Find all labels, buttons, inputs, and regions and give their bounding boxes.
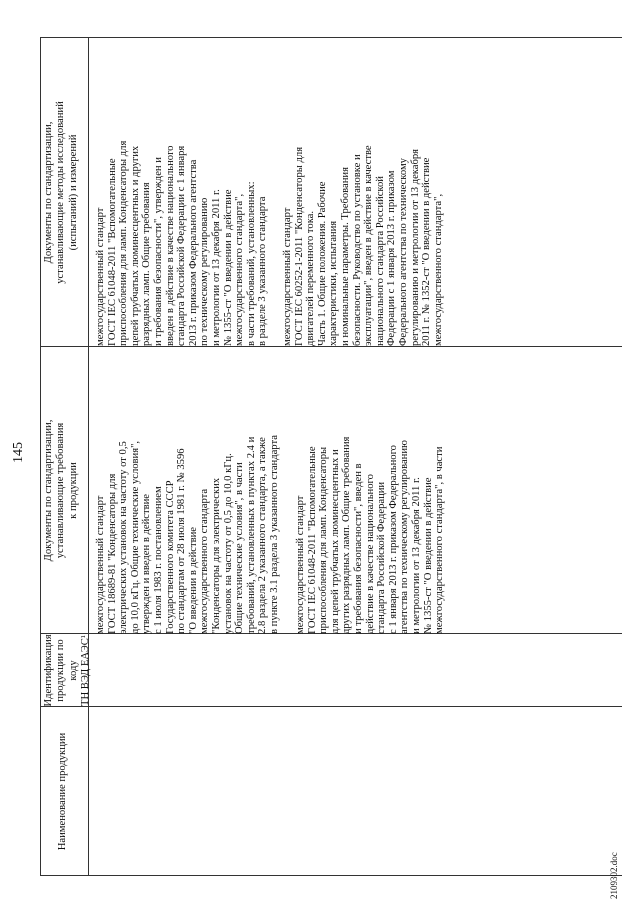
text-line: цепей трубчатых люминесцентных и других	[129, 145, 141, 346]
text-line: межгосударственного стандарта	[199, 488, 211, 634]
text-line: 2011 г. № 1352-ст "О введении в действие	[421, 157, 433, 346]
text-line: № 1355-ст "О введении в действие	[222, 189, 234, 346]
header-row-divider	[88, 37, 89, 876]
text-line: безопасности. Руководство по установке и	[351, 154, 363, 346]
text-line: ГОСТ IEC 61048-2011 "Вспомогательные	[306, 446, 318, 634]
text-line: межгосударственный стандарт	[95, 495, 106, 634]
text-line: стандарта Российской Федерации с 1 января	[176, 145, 188, 346]
page-number: 145	[11, 442, 26, 463]
table-border-left	[40, 875, 622, 876]
text-line: в разделе 3 указанного стандарта	[257, 196, 269, 346]
text-line: 2.8 раздела 2 указанного стандарта, а также	[257, 437, 269, 634]
text-line: эксплуатации", введен в действие в качестве	[363, 145, 375, 346]
text-line: ГОСТ 18689-81 "Конденсаторы для	[106, 473, 118, 634]
text-line: к продукции	[67, 462, 79, 519]
text-line: до 10,0 кГц. Общие технические условия",	[129, 440, 141, 634]
text-line: и метрологии от 13 декабря 2011 г.	[210, 189, 222, 346]
text-line: с 1 июля 1983 г. постановлением	[152, 486, 164, 634]
text-line: по стандартам от 28 июля 1981 г. № 3596	[176, 448, 188, 634]
text-line: для цепей трубчатых люминесцентных и	[329, 449, 341, 634]
header-requirement-standards	[43, 347, 80, 634]
text-line: национального стандарта Российской	[374, 176, 386, 346]
header-method-standards	[43, 38, 80, 347]
table-border-top	[40, 37, 41, 876]
text-line: Документы по стандартизации,	[43, 419, 54, 562]
text-line: двигателей переменного тока.	[305, 210, 317, 346]
text-line: разрядных ламп. Общие требования	[141, 182, 153, 346]
text-line: утвержден и введен в действие	[141, 494, 153, 634]
text-line: ГОСТ IEC 60252-1-2011 "Конденсаторы для	[293, 146, 305, 346]
text-line: в части требований, установленных:	[245, 181, 257, 346]
text-line: межгосударственный стандарт	[95, 207, 106, 346]
text-line: ТН ВЭД ЕАЭС¹	[80, 635, 92, 706]
header-product-name	[57, 707, 69, 876]
document-code: 2109302.doc	[609, 852, 619, 899]
table-border-right	[40, 37, 622, 38]
text-line: устанавливающие требования	[55, 422, 67, 559]
text-line: приспособления для ламп. Конденсаторы для	[118, 140, 130, 346]
text-line: межгосударственного стандарта",	[432, 193, 444, 346]
text-line: регулированию и метрологии от 13 декабря	[409, 148, 421, 346]
text-line: по техническому регулированию	[199, 197, 211, 346]
text-line: электрических установок на частоту от 0,5	[118, 441, 130, 634]
table-column-divider	[40, 706, 622, 707]
text-line: агентства по техническому регулированию	[399, 440, 411, 634]
text-line: № 1355-ст "О введении в действие	[422, 477, 434, 634]
text-line: межгосударственный стандарт	[282, 207, 293, 346]
text-line: и номинальные параметры. Требования	[339, 167, 351, 346]
text-line: действие в качестве национального	[364, 474, 376, 634]
text-line: Государственного комитета СССР	[164, 480, 176, 634]
text-line: с 1 января 2013 г. приказом Федерального	[387, 445, 399, 634]
text-line: приспособления для ламп. Конденсаторы	[318, 446, 330, 634]
methods-gost-iec-61048	[95, 141, 269, 346]
text-line: Идентификация	[43, 634, 54, 707]
text-line: Общие технические условия", в части	[234, 462, 246, 634]
text-line: устанавливающие методы исследований	[55, 101, 67, 284]
text-line: Федерации с 1 января 2013 г. приказом	[386, 170, 398, 346]
text-line: продукции по коду	[55, 639, 79, 702]
table-column-divider	[40, 346, 622, 347]
header-tn-ved-code	[43, 634, 93, 707]
text-line: 2013 г. приказом Федерального агентства	[187, 159, 199, 346]
text-line: других разрядных ламп. Общие требования	[341, 436, 353, 634]
text-line: Документы по стандартизации,	[43, 121, 54, 264]
text-line: Часть 1. Общие положения. Рабочие	[316, 181, 328, 346]
text-line: требований, установленных в пунктах 2.4 и	[245, 436, 257, 634]
text-line: Наименование продукции	[57, 732, 68, 851]
text-line: Федерального агентства по техническому	[397, 158, 409, 346]
text-line: ГОСТ IEC 61048-2011 "Вспомогательные	[106, 158, 118, 346]
text-line: межгосударственного стандарта", в части	[434, 446, 446, 634]
text-line: межгосударственного стандарта",	[234, 193, 246, 346]
text-line: характеристики, испытания	[328, 220, 340, 346]
text-line: установок на частоту от 0,5 до 10,0 кГц.	[222, 453, 234, 634]
text-line: в пункте 3.1 раздела 3 указанного стандарта	[268, 435, 280, 634]
text-line: стандарта Российской Федерации	[376, 481, 388, 634]
text-line: (испытаний) и измерений	[67, 134, 79, 251]
methods-gost-iec-60252-1	[282, 145, 444, 346]
requirements-gost-iec-61048	[295, 437, 446, 634]
text-line: введен в действие в качестве национального	[164, 145, 176, 346]
text-line: "О введении в действие	[187, 527, 199, 634]
text-line: и метрологии от 13 декабря 2011 г.	[410, 477, 422, 634]
standards-table	[40, 37, 622, 876]
text-line: и требования безопасности", утвержден и	[152, 157, 164, 346]
text-line: и требования безопасности", введен в	[352, 463, 364, 634]
text-line: межгосударственный стандарт	[295, 495, 306, 634]
requirements-gost-18689	[95, 435, 281, 634]
text-line: "Конденсаторы для электрических	[210, 477, 222, 634]
